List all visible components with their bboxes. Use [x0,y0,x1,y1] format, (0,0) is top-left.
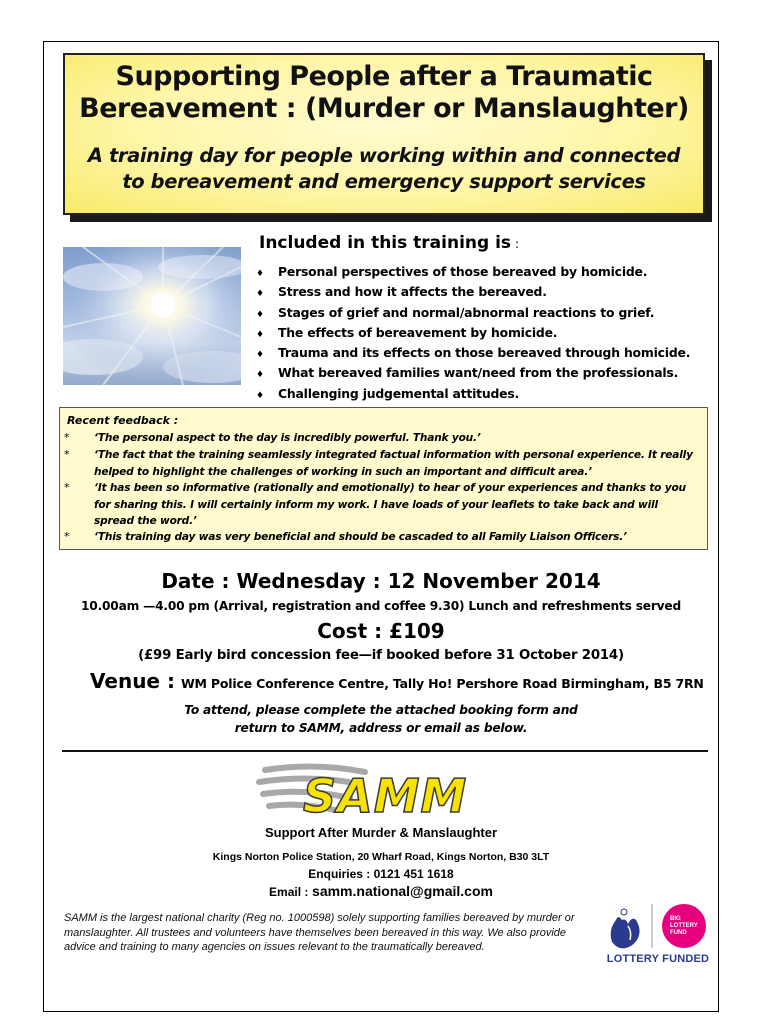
diamond-bullet-icon: ♦ [256,350,264,361]
list-item [256,283,690,303]
event-date: Date : Wednesday : 12 November 2014 [161,569,601,593]
included-heading-text: Included in this training is [259,233,512,253]
big-label: BIG [670,916,681,922]
list-item [256,263,690,283]
title-box [63,53,705,215]
org-address: Kings Norton Police Station, 20 Wharf Road, Kings Norton, B30 3LT [212,851,550,863]
asterisk-bullet-icon: * [64,530,70,543]
fund-label: FUND [670,930,687,936]
list-item-text: Challenging judgemental attitudes. [278,385,520,401]
divider [62,750,708,752]
feedback-box [59,407,708,550]
diamond-bullet-icon: ♦ [256,289,264,300]
subtitle-line-2: to bereavement and emergency support services [122,170,646,193]
subtitle-line-1: A training day for people working within and connected [87,144,681,167]
included-list [256,263,690,405]
event-venue [90,669,704,693]
list-item [256,324,690,344]
feedback-quote-text: ‘It has been so informative (rationally and emotionally) to hear of your experiences and thanks to you for sharing this. I will certainly inform my work. I have loads of your leaflets to take back and will spread the word.’ [94,482,686,528]
feedback-title: Recent feedback : [67,414,179,427]
feedback-quote-text: ‘The personal aspect to the day is incredibly powerful. Thank you.’ [94,432,481,444]
samm-logo [255,758,525,820]
included-heading [259,233,519,253]
main-title [65,61,703,125]
feedback-quote-text: ‘The fact that the training seamlessly integrated factual information with personal experience. It really helped to highlight the challenges of working in such an important and difficult area.’ [94,449,693,478]
subtitle [65,143,703,195]
org-enquiries: Enquiries : 0121 451 1618 [308,867,454,881]
asterisk-bullet-icon: * [64,448,70,461]
list-item [256,385,690,405]
big-lottery-fund-icon [662,904,706,948]
attend-instructions [43,701,719,737]
main-title-line-2: Bereavement : (Murder or Manslaughter) [79,93,689,124]
diamond-bullet-icon: ♦ [256,309,264,320]
venue-label: Venue : [90,669,175,693]
list-item [256,344,690,364]
feedback-quote-text: ‘This training day was very beneficial and should be cascaded to all Family Liaison Officers.’ [94,531,627,543]
attend-line-1: To attend, please complete the attached booking form and [184,703,578,717]
list-item-text: The effects of bereavement by homicide. [278,324,558,340]
asterisk-bullet-icon: * [64,431,70,444]
sunburst-sky-image [63,247,241,385]
event-cost: Cost : £109 [317,619,445,643]
org-name: Support After Murder & Manslaughter [264,825,498,840]
national-lottery-crossed-fingers-icon [611,909,640,948]
list-item [256,364,690,384]
list-item-text: Personal perspectives of those bereaved by homicide. [278,264,648,279]
diamond-bullet-icon: ♦ [256,370,264,381]
included-heading-colon: : [515,237,520,251]
venue-address: WM Police Conference Centre, Tally Ho! Pershore Road Birmingham, B5 7RN [180,676,704,691]
email-address[interactable]: samm.national@gmail.com [312,883,493,899]
event-times: 10.00am —4.00 pm (Arrival, registration and coffee 9.30) Lunch and refreshments served [81,599,681,613]
attend-line-2: return to SAMM, address or email as below. [234,721,528,735]
diamond-bullet-icon: ♦ [256,269,264,279]
lottery-label: LOTTERY [670,923,698,929]
about-text: SAMM is the largest national charity (Reg no. 1000598) solely supporting families bereaved by murder or manslaughter. All trustees and volunteers have themselves been bereaved in this way. We also provide advice and training to many agencies on issues relevant to the traumatically bereaved. [64,912,575,953]
list-item-text: Trauma and its effects on those bereaved through homicide. [278,345,691,361]
diamond-bullet-icon: ♦ [256,329,264,340]
early-bird-fee: (£99 Early bird concession fee—if booked before 31 October 2014) [138,648,624,663]
lottery-funded-label: LOTTERY FUNDED [606,953,710,965]
samm-logo-text: SAMM [303,769,468,820]
list-item-text: Stages of grief and normal/abnormal reactions to grief. [278,304,655,320]
email-label: Email : [269,885,309,899]
list-item-text: What bereaved families want/need from the professionals. [278,365,679,381]
asterisk-bullet-icon: * [64,481,70,494]
list-item-text: Stress and how it affects the bereaved. [278,284,547,300]
main-title-line-1: Supporting People after a Traumatic [115,61,653,92]
diamond-bullet-icon: ♦ [256,390,264,401]
list-item [256,304,690,324]
